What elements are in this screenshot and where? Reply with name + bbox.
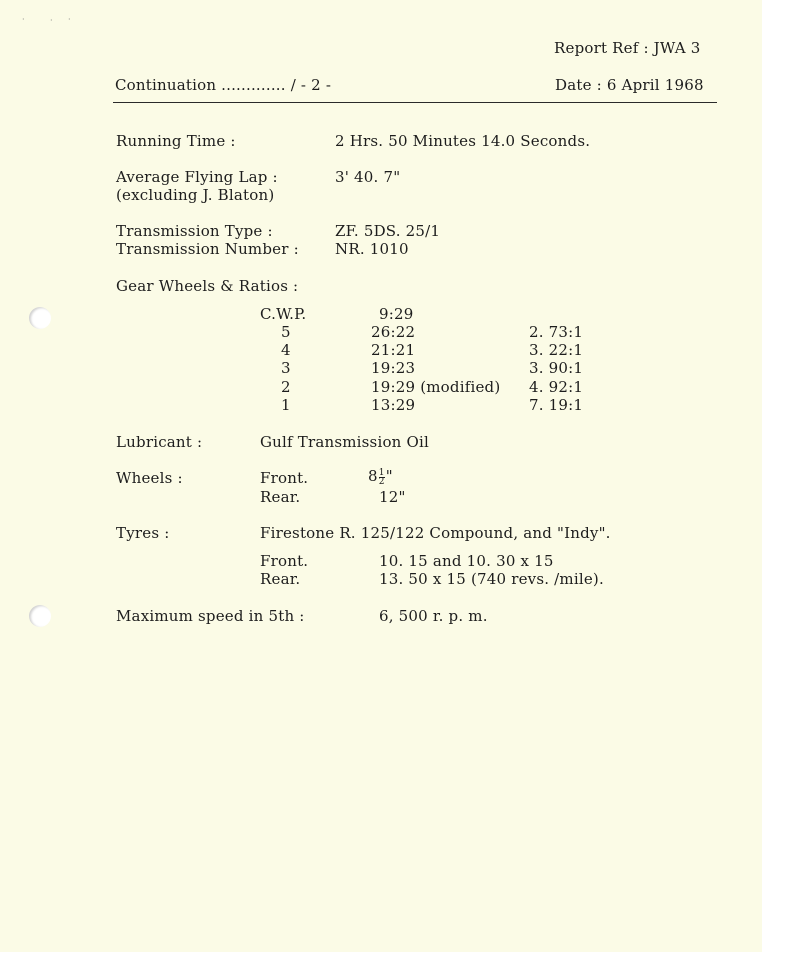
- gear-teeth-4: 21:21: [371, 341, 416, 359]
- transmission-type-value: ZF. 5DS. 25/1: [335, 222, 441, 240]
- gear-ratio-3: 3. 90:1: [529, 359, 584, 377]
- wheels-front-value: [368, 467, 393, 486]
- gears-label: Gear Wheels & Ratios :: [116, 277, 299, 295]
- average-lap-value: 3' 40. 7": [335, 168, 401, 186]
- wheels-front-label: Front.: [260, 469, 309, 487]
- gear-teeth-1: 13:29: [371, 396, 416, 414]
- gear-teeth-3: 19:23: [371, 359, 416, 377]
- gear-label-cwp: C.W.P.: [260, 305, 307, 323]
- tyres-front-label: Front.: [260, 552, 309, 570]
- wheels-label: Wheels :: [116, 469, 183, 487]
- paper-speck: ·: [22, 15, 25, 24]
- tyres-label: Tyres :: [116, 524, 170, 542]
- tyres-front-value: 10. 15 and 10. 30 x 15: [379, 552, 554, 570]
- gear-ratio-4: 3. 22:1: [529, 341, 584, 359]
- punch-hole-lower: [29, 605, 51, 627]
- wheels-front-fraction: [379, 469, 385, 486]
- gear-ratio-1: 7. 19:1: [529, 396, 584, 414]
- report-ref: Report Ref : JWA 3: [554, 39, 701, 57]
- wheels-front-whole: 8: [368, 467, 378, 485]
- tyres-rear-label: Rear.: [260, 570, 301, 588]
- wheels-front-numerator: 1: [378, 467, 385, 478]
- gear-teeth-cwp: 9:29: [379, 305, 414, 323]
- lubricant-label: Lubricant :: [116, 433, 203, 451]
- running-time-value: 2 Hrs. 50 Minutes 14.0 Seconds.: [335, 132, 591, 150]
- transmission-type-label: Transmission Type :: [116, 222, 273, 240]
- page-margin: [762, 0, 804, 964]
- wheels-rear-label: Rear.: [260, 488, 301, 506]
- gear-label-4: 4: [281, 341, 291, 359]
- gear-label-3: 3: [281, 359, 291, 377]
- gear-label-1: 1: [281, 396, 291, 414]
- wheels-front-unit: ": [385, 467, 393, 485]
- average-lap-label: Average Flying Lap :: [116, 168, 278, 186]
- max-speed-label: Maximum speed in 5th :: [116, 607, 305, 625]
- tyres-rear-value: 13. 50 x 15 (740 revs. /mile).: [379, 570, 604, 588]
- lubricant-value: Gulf Transmission Oil: [260, 433, 430, 451]
- average-lap-note: (excluding J. Blaton): [116, 186, 275, 204]
- transmission-number-label: Transmission Number :: [116, 240, 299, 258]
- gear-label-2: 2: [281, 378, 291, 396]
- header-rule: [113, 102, 717, 103]
- tyres-make: Firestone R. 125/122 Compound, and "Indy".: [260, 524, 611, 542]
- report-date: Date : 6 April 1968: [555, 76, 704, 94]
- gear-teeth-5: 26:22: [371, 323, 416, 341]
- gear-ratio-5: 2. 73:1: [529, 323, 584, 341]
- paper-speck: ·: [68, 15, 71, 24]
- gear-label-5: 5: [281, 323, 291, 341]
- paper-speck: ·: [50, 16, 53, 25]
- transmission-number-value: NR. 1010: [335, 240, 409, 258]
- continuation-line: Continuation ............. / - 2 -: [115, 76, 332, 94]
- max-speed-value: 6, 500 r. p. m.: [379, 607, 488, 625]
- punch-hole-upper: [29, 307, 51, 329]
- wheels-rear-value: 12": [379, 488, 406, 506]
- running-time-label: Running Time :: [116, 132, 236, 150]
- gear-teeth-2: 19:29 (modified): [371, 378, 501, 396]
- gear-ratio-2: 4. 92:1: [529, 378, 584, 396]
- wheels-front-denominator: 2: [378, 476, 385, 487]
